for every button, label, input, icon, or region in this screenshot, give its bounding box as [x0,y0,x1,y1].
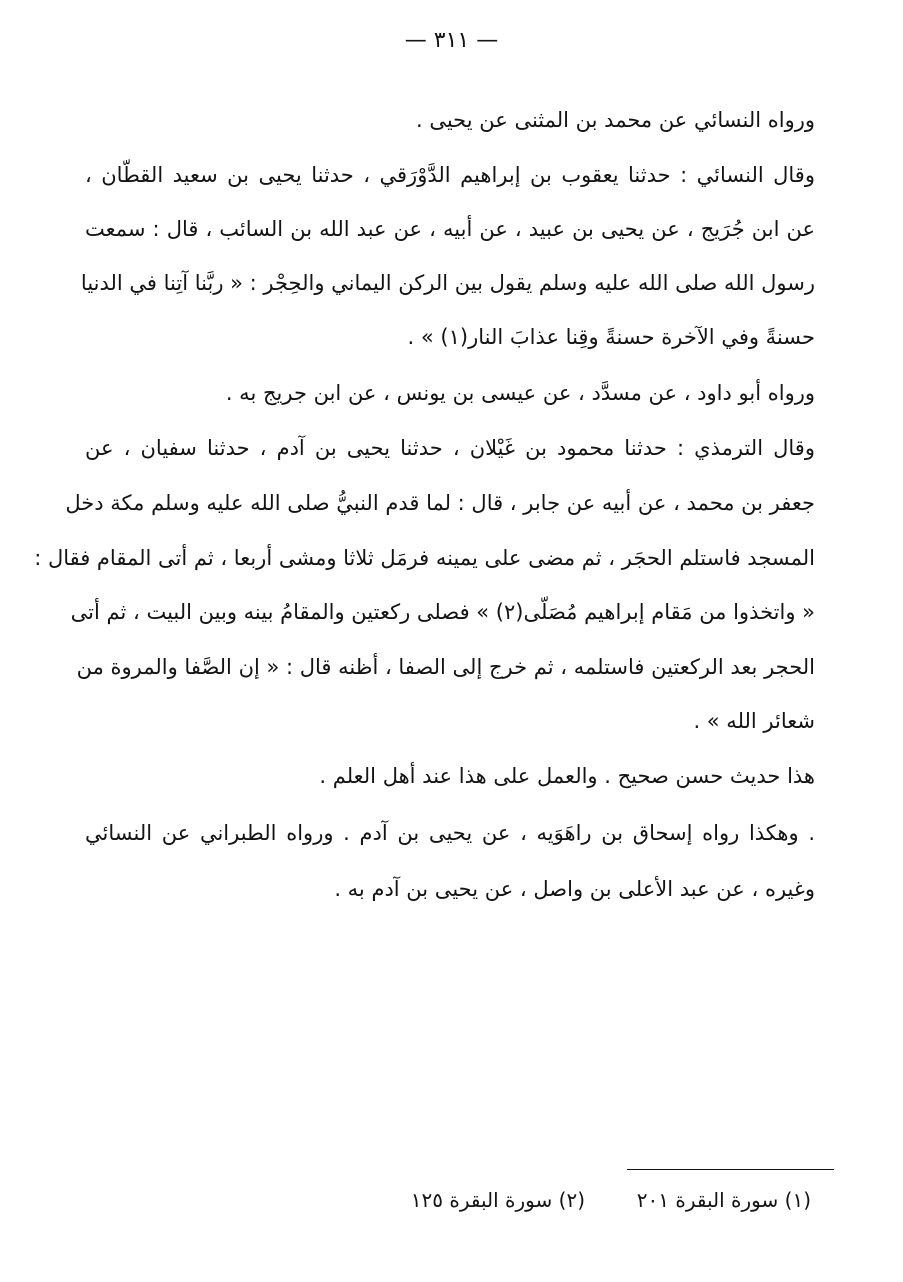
text-line-10: « واتخذوا من مَقام إبراهيم مُصَلّى(٢) » فصلى ركعتين والمقامُ بينه وبين البيت ، ثم أتى [70,600,815,624]
text-line-15: وغيره ، عن عبد الأعلى بن واصل ، عن يحيى بن آدم به . [334,877,815,901]
page-number: — ٣١١ — [404,28,499,53]
text-line-14: . وهكذا رواه إسحاق بن راهَوَيه ، عن يحيى بن آدم . ورواه الطبراني عن النسائي [85,821,815,845]
text-line-13: هذا حديث حسن صحيح . والعمل على هذا عند أهل العلم . [319,764,815,788]
text-line-5: حسنةً وفي الآخرة حسنةً وقِنا عذابَ النار(١) » . [407,325,815,349]
text-line-12: شعائر الله » . [693,709,815,733]
text-line-6: ورواه أبو داود ، عن مسدَّد ، عن عيسى بن يونس ، عن ابن جريج به . [225,381,815,405]
text-line-2: وقال النسائي : حدثنا يعقوب بن إبراهيم الدَّوْرَقي ، حدثنا يحيى بن سعيد القطّان ، [85,163,815,187]
footnote-2: (٢) سورة البقرة ١٢٥ [410,1188,585,1212]
text-line-1: ورواه النسائي عن محمد بن المثنى عن يحيى . [415,108,815,132]
footnote-divider [627,1169,834,1170]
text-line-11: الحجر بعد الركعتين فاستلمه ، ثم خرج إلى الصفا ، أظنه قال : « إن الصَّفا والمروة من [76,655,815,679]
text-line-7: وقال الترمذي : حدثنا محمود بن غَيْلان ، حدثنا يحيى بن آدم ، حدثنا سفيان ، عن [85,436,815,460]
text-line-8: جعفر بن محمد ، عن أبيه عن جابر ، قال : لما قدم النبيُّ صلى الله عليه وسلم مكة دخل [65,491,815,515]
text-line-3: عن ابن جُرَيج ، عن يحيى بن عبيد ، عن أبيه ، عن عبد الله بن السائب ، قال : سمعت [85,217,815,241]
footnote-1: (١) سورة البقرة ٢٠١ [636,1188,811,1212]
text-line-4: رسول الله صلى الله عليه وسلم يقول بين الركن اليماني والحِجْر : « ربَّنا آتِنا في الدنيا [80,271,815,295]
text-line-9: المسجد فاستلم الحجَر ، ثم مضى على يمينه فرمَل ثلاثا ومشى أربعا ، ثم أتى المقام فقال : [34,546,815,570]
